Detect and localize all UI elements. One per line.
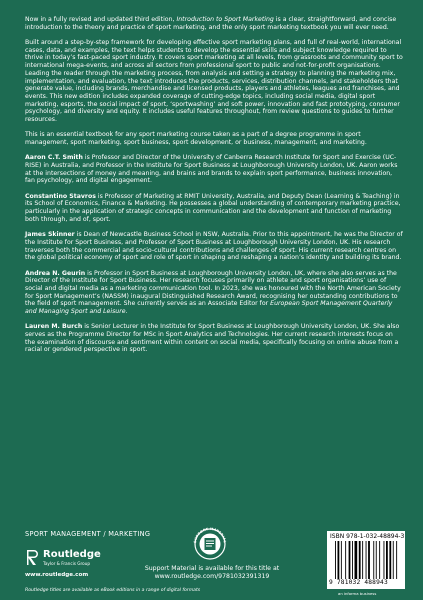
- publisher-group: Taylor & Francis Group: [43, 561, 91, 566]
- support-material-badge-icon: [190, 526, 230, 562]
- barcode-digits: 9 781032 488943: [329, 579, 388, 586]
- badge-text: SUPPORT MATERIAL: [192, 526, 227, 544]
- author-bio-stavros: Constantino Stavros is Professor of Marketing at RMIT University, Australia, and Deputy Dean (Learning & Teaching) in its School of Economics, Finance & Marketing. He possesses a global understanding of contemporary marketing practice, particularly in the application of strategic concepts in communication and the development and function of marketing both through, and of, sport.: [25, 192, 401, 223]
- support-url[interactable]: www.routledge.com/9781032391319: [154, 572, 270, 580]
- author-bio-burch: Lauren M. Burch is Senior Lecturer in the Institute for Sport Business at Loughborough University London, UK. She also serves as the Programme Director for MSc in Sport Analytics and Technologies. Her current research interests focus on the examination of discourse and sentiment within content on social media, specifically focusing on online abuse from a racial or gendered perspective in sport.: [25, 323, 400, 354]
- barcode-icon: [335, 541, 399, 579]
- publisher-website[interactable]: www.routledge.com: [25, 572, 89, 578]
- informa-tagline: an informa business: [338, 591, 377, 596]
- cover-text: [25, 16, 403, 362]
- author-name: Constantino Stavros: [25, 192, 96, 200]
- author-bio-geurin: Andrea N. Geurin is Professor in Sport Business at Loughborough University London, UK, where she also serves as the Director of the Institute for Sport Business. Her research focuses primarily on athlete and sport organisations’ use of social and digital media as a marketing communication tool. In 2023, she was honoured with the North American Society for Sport Management’s (NASSM) inaugural Distinguished Research Award, recognising her outstanding contributions to the field of sport management. She currently serves as an Associate Editor for European Sport Management Quarterly and Managing Sport and Leisure.: [25, 269, 401, 316]
- author-name: Aaron C.T. Smith: [25, 154, 83, 162]
- support-line: Support Material is available for this title at: [144, 565, 280, 572]
- publisher-name: Routledge: [43, 549, 101, 560]
- blurb-description: Built around a step-by-step framework for developing effective sport marketing plans, and full of real-world, international cases, data, and examples, the text helps students to develop the essential skills and subject knowledge required to thrive in today’s fast-paced sport industry. It covers sport marketing at all levels, from grassroots and community sport to international mega-events, and across all sectors from professional sport to public and not-for-profit organisations. Leading the reader through the marketing process, from analysis and setting a strategy to planning the marketing mix, implementation, and evaluation, the text introduces the products, services, distribution channels, and stakeholders that generate value, including brands, merchandise and licensed products, players and athletes, leagues and franchises, and events. This new edition includes expanded coverage of cutting-edge topics, including social media, digital sport marketing, esports, the social impact of sport, ‘sportwashing’ and soft power, innovation and fast prototyping, consumer psychology, and diversity and equity. It includes useful features throughout, from review questions to guides to further resources.: [25, 39, 403, 124]
- author-name: Lauren M. Burch: [25, 323, 83, 331]
- blurb-audience: This is an essential textbook for any sport marketing course taken as a part of a degree programme in sport management, sport marketing, sport business, sport development, or business, management, and marketing.: [25, 131, 367, 147]
- author-name: James Skinner: [25, 231, 75, 239]
- routledge-r-icon: [25, 548, 39, 566]
- author-bio-skinner: James Skinner is Dean of Newcastle Business School in NSW, Australia. Prior to this appointment, he was the Director of the Institute for Sport Business, and Professor of Sport Business at Loughborough University London, UK. His research traverses both the commercial and socio-cultural contributions and challenges of sport. His current research centres on the global political economy of sport and role of sport in shaping and reshaping a nation’s identity and building its brand.: [25, 231, 403, 262]
- ebook-note: Routledge titles are available as eBook editions in a range of digital formats: [25, 588, 201, 593]
- author-bio-smith: Aaron C.T. Smith is Professor and Director of the University of Canberra Research Institute for Sport and Exercise (UC-RISE) in Australia, and Professor in the Institute for Sport Business at Loughborough University London, UK. Aaron works at the intersections of money and meaning, and brains and brands to explain sport performance, business innovation, fan psychology, and digital engagement.: [25, 154, 398, 185]
- author-name: Andrea N. Geurin: [25, 269, 86, 277]
- support-material-note: [142, 565, 282, 581]
- book-title: Introduction to Sport Marketing: [176, 16, 274, 23]
- barcode-panel: [327, 531, 405, 589]
- blurb-intro: Now in a fully revised and updated third edition, Introduction to Sport Marketing is a clear, straightforward, and concise introduction to the theory and practice of sport marketing, and the only sport marketing textbook you will ever need.: [25, 16, 397, 31]
- isbn-label: ISBN 978-1-032-48894-3: [330, 533, 405, 540]
- subject-category: SPORT MANAGEMENT / MARKETING: [25, 530, 151, 538]
